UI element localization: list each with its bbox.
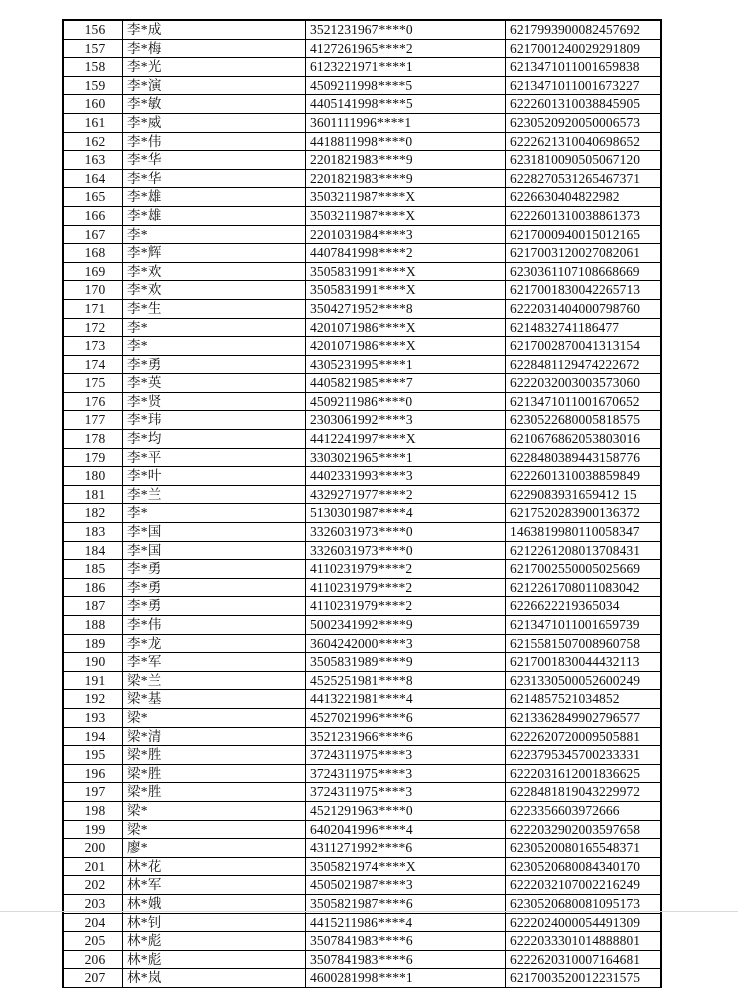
- cell-bank-card-number: 6217003120027082061: [506, 244, 661, 263]
- cell-sequence-number: 157: [64, 39, 123, 58]
- cell-bank-card-number: 6226622219365034: [506, 597, 661, 616]
- cell-name: 李*欢: [123, 262, 306, 281]
- table-row: [64, 541, 661, 560]
- cell-name: 梁*: [123, 801, 306, 820]
- cell-id-number: 3521231967****0: [306, 21, 506, 40]
- table-row: [64, 616, 661, 635]
- cell-id-number: 3503211987****X: [306, 206, 506, 225]
- cell-bank-card-number: 6228481819043229972: [506, 783, 661, 802]
- cell-bank-card-number: 6222031612001836625: [506, 764, 661, 783]
- cell-bank-card-number: 6222031404000798760: [506, 299, 661, 318]
- roster-table: [63, 20, 661, 988]
- cell-name: 李*敏: [123, 95, 306, 114]
- cell-id-number: 4311271992****6: [306, 839, 506, 858]
- cell-sequence-number: 168: [64, 244, 123, 263]
- table-row: [64, 950, 661, 969]
- table-row: [64, 281, 661, 300]
- cell-name: 李*龙: [123, 634, 306, 653]
- cell-sequence-number: 181: [64, 485, 123, 504]
- cell-name: 李*欢: [123, 281, 306, 300]
- table-row: [64, 430, 661, 449]
- cell-sequence-number: 203: [64, 894, 123, 913]
- cell-id-number: 4525251981****8: [306, 671, 506, 690]
- cell-id-number: 3326031973****0: [306, 541, 506, 560]
- cell-id-number: 4413221981****4: [306, 690, 506, 709]
- cell-name: 李*生: [123, 299, 306, 318]
- cell-name: 李*: [123, 225, 306, 244]
- cell-name: 李*国: [123, 541, 306, 560]
- cell-bank-card-number: 6222601310038861373: [506, 206, 661, 225]
- cell-id-number: 3303021965****1: [306, 448, 506, 467]
- cell-sequence-number: 193: [64, 708, 123, 727]
- cell-sequence-number: 169: [64, 262, 123, 281]
- table-row: [64, 727, 661, 746]
- table-row: [64, 355, 661, 374]
- cell-name: 梁*清: [123, 727, 306, 746]
- cell-id-number: 4201071986****X: [306, 337, 506, 356]
- cell-sequence-number: 164: [64, 169, 123, 188]
- table-row: [64, 820, 661, 839]
- cell-name: 李*均: [123, 430, 306, 449]
- table-row: [64, 857, 661, 876]
- cell-bank-card-number: 6213362849902796577: [506, 708, 661, 727]
- cell-id-number: 5130301987****4: [306, 504, 506, 523]
- cell-id-number: 4412241997****X: [306, 430, 506, 449]
- table-row: [64, 876, 661, 895]
- cell-bank-card-number: 6228270531265467371: [506, 169, 661, 188]
- cell-bank-card-number: 6222620310007164681: [506, 950, 661, 969]
- cell-name: 李*: [123, 337, 306, 356]
- cell-sequence-number: 182: [64, 504, 123, 523]
- cell-bank-card-number: 6231810090505067120: [506, 151, 661, 170]
- cell-sequence-number: 204: [64, 913, 123, 932]
- cell-bank-card-number: 6217001830044432113: [506, 653, 661, 672]
- roster-table-body: [64, 21, 661, 988]
- cell-id-number: 4407841998****2: [306, 244, 506, 263]
- cell-sequence-number: 190: [64, 653, 123, 672]
- table-row: [64, 746, 661, 765]
- cell-name: 李*辉: [123, 244, 306, 263]
- cell-id-number: 4509211998****5: [306, 76, 506, 95]
- cell-id-number: 2201821983****9: [306, 169, 506, 188]
- cell-name: 林*娥: [123, 894, 306, 913]
- cell-id-number: 4505021987****3: [306, 876, 506, 895]
- cell-id-number: 3724311975****3: [306, 764, 506, 783]
- cell-sequence-number: 177: [64, 411, 123, 430]
- table-row: [64, 801, 661, 820]
- cell-bank-card-number: 6230520080165548371: [506, 839, 661, 858]
- cell-id-number: 4600281998****1: [306, 969, 506, 988]
- cell-bank-card-number: 6217002870041313154: [506, 337, 661, 356]
- cell-sequence-number: 163: [64, 151, 123, 170]
- cell-id-number: 4110231979****2: [306, 560, 506, 579]
- cell-name: 李*伟: [123, 132, 306, 151]
- table-row: [64, 337, 661, 356]
- cell-bank-card-number: 6228480389443158776: [506, 448, 661, 467]
- cell-sequence-number: 172: [64, 318, 123, 337]
- cell-name: 林*钊: [123, 913, 306, 932]
- cell-name: 李*英: [123, 374, 306, 393]
- cell-id-number: 3505821987****6: [306, 894, 506, 913]
- cell-name: 李*光: [123, 58, 306, 77]
- table-row: [64, 318, 661, 337]
- table-row: [64, 188, 661, 207]
- cell-sequence-number: 196: [64, 764, 123, 783]
- cell-name: 廖*: [123, 839, 306, 858]
- cell-name: 李*兰: [123, 485, 306, 504]
- cell-sequence-number: 197: [64, 783, 123, 802]
- cell-bank-card-number: 6213471011001673227: [506, 76, 661, 95]
- table-row: [64, 690, 661, 709]
- cell-sequence-number: 192: [64, 690, 123, 709]
- table-row: [64, 151, 661, 170]
- cell-id-number: 3505821974****X: [306, 857, 506, 876]
- cell-id-number: 3507841983****6: [306, 932, 506, 951]
- table-row: [64, 764, 661, 783]
- cell-id-number: 3507841983****6: [306, 950, 506, 969]
- cell-bank-card-number: 6217003520012231575: [506, 969, 661, 988]
- table-row: [64, 913, 661, 932]
- cell-id-number: 3505831991****X: [306, 281, 506, 300]
- cell-name: 李*国: [123, 523, 306, 542]
- cell-id-number: 2303061992****3: [306, 411, 506, 430]
- cell-name: 李*贤: [123, 392, 306, 411]
- table-row: [64, 132, 661, 151]
- cell-bank-card-number: 6217000940015012165: [506, 225, 661, 244]
- cell-name: 梁*: [123, 820, 306, 839]
- cell-bank-card-number: 6230520680084340170: [506, 857, 661, 876]
- cell-bank-card-number: 6222024000054491309: [506, 913, 661, 932]
- cell-bank-card-number: 6222601310038859849: [506, 467, 661, 486]
- cell-id-number: 3724311975****3: [306, 783, 506, 802]
- table-row: [64, 783, 661, 802]
- cell-sequence-number: 207: [64, 969, 123, 988]
- cell-sequence-number: 185: [64, 560, 123, 579]
- table-row: [64, 411, 661, 430]
- cell-name: 梁*胜: [123, 783, 306, 802]
- cell-bank-card-number: 6217001830042265713: [506, 281, 661, 300]
- cell-bank-card-number: 6217520283900136372: [506, 504, 661, 523]
- table-row: [64, 76, 661, 95]
- table-row: [64, 262, 661, 281]
- cell-id-number: 4305231995****1: [306, 355, 506, 374]
- cell-id-number: 4405141998****5: [306, 95, 506, 114]
- cell-sequence-number: 171: [64, 299, 123, 318]
- cell-name: 李*: [123, 504, 306, 523]
- table-row: [64, 374, 661, 393]
- cell-sequence-number: 174: [64, 355, 123, 374]
- cell-name: 李*威: [123, 113, 306, 132]
- cell-bank-card-number: 6231330500052600249: [506, 671, 661, 690]
- cell-sequence-number: 201: [64, 857, 123, 876]
- cell-sequence-number: 173: [64, 337, 123, 356]
- cell-sequence-number: 189: [64, 634, 123, 653]
- cell-bank-card-number: 6214832741186477: [506, 318, 661, 337]
- cell-name: 李*: [123, 318, 306, 337]
- cell-sequence-number: 198: [64, 801, 123, 820]
- table-row: [64, 21, 661, 40]
- cell-bank-card-number: 6222601310038845905: [506, 95, 661, 114]
- cell-name: 梁*基: [123, 690, 306, 709]
- table-row: [64, 504, 661, 523]
- cell-bank-card-number: 6210676862053803016: [506, 430, 661, 449]
- cell-id-number: 4402331993****3: [306, 467, 506, 486]
- cell-sequence-number: 180: [64, 467, 123, 486]
- table-row: [64, 113, 661, 132]
- cell-name: 李*勇: [123, 355, 306, 374]
- cell-id-number: 6402041996****4: [306, 820, 506, 839]
- cell-sequence-number: 188: [64, 616, 123, 635]
- cell-id-number: 4527021996****6: [306, 708, 506, 727]
- cell-bank-card-number: 6222032107002216249: [506, 876, 661, 895]
- cell-sequence-number: 194: [64, 727, 123, 746]
- table-row: [64, 95, 661, 114]
- table-row: [64, 485, 661, 504]
- cell-name: 林*花: [123, 857, 306, 876]
- roster-table-container: [63, 20, 660, 988]
- cell-bank-card-number: 6230520920050006573: [506, 113, 661, 132]
- cell-name: 林*彪: [123, 932, 306, 951]
- cell-sequence-number: 161: [64, 113, 123, 132]
- cell-name: 李*军: [123, 653, 306, 672]
- cell-sequence-number: 170: [64, 281, 123, 300]
- cell-id-number: 3326031973****0: [306, 523, 506, 542]
- cell-sequence-number: 178: [64, 430, 123, 449]
- cell-id-number: 3503211987****X: [306, 188, 506, 207]
- cell-sequence-number: 195: [64, 746, 123, 765]
- cell-name: 李*演: [123, 76, 306, 95]
- cell-id-number: 2201031984****3: [306, 225, 506, 244]
- cell-bank-card-number: 6222621310040698652: [506, 132, 661, 151]
- cell-bank-card-number: 6222032003003573060: [506, 374, 661, 393]
- cell-bank-card-number: 6222032902003597658: [506, 820, 661, 839]
- cell-id-number: 4415211986****4: [306, 913, 506, 932]
- cell-id-number: 3724311975****3: [306, 746, 506, 765]
- cell-name: 李*华: [123, 151, 306, 170]
- cell-name: 李*勇: [123, 560, 306, 579]
- table-row: [64, 244, 661, 263]
- cell-sequence-number: 200: [64, 839, 123, 858]
- cell-name: 梁*兰: [123, 671, 306, 690]
- cell-sequence-number: 176: [64, 392, 123, 411]
- cell-bank-card-number: 6217001240029291809: [506, 39, 661, 58]
- cell-sequence-number: 156: [64, 21, 123, 40]
- cell-name: 梁*胜: [123, 746, 306, 765]
- cell-bank-card-number: 6229083931659412 15: [506, 485, 661, 504]
- cell-bank-card-number: 6230361107108668669: [506, 262, 661, 281]
- table-row: [64, 969, 661, 988]
- cell-id-number: 4127261965****2: [306, 39, 506, 58]
- table-row: [64, 467, 661, 486]
- cell-name: 李*雄: [123, 206, 306, 225]
- cell-sequence-number: 191: [64, 671, 123, 690]
- cell-id-number: 3504271952****8: [306, 299, 506, 318]
- table-row: [64, 597, 661, 616]
- cell-id-number: 4405821985****7: [306, 374, 506, 393]
- cell-name: 林*岚: [123, 969, 306, 988]
- table-row: [64, 169, 661, 188]
- table-row: [64, 225, 661, 244]
- cell-name: 李*梅: [123, 39, 306, 58]
- cell-bank-card-number: 6212261708011083042: [506, 578, 661, 597]
- cell-name: 梁*胜: [123, 764, 306, 783]
- table-row: [64, 39, 661, 58]
- cell-bank-card-number: 6215581507008960758: [506, 634, 661, 653]
- cell-sequence-number: 202: [64, 876, 123, 895]
- cell-id-number: 3505831991****X: [306, 262, 506, 281]
- table-row: [64, 578, 661, 597]
- cell-id-number: 4110231979****2: [306, 578, 506, 597]
- cell-bank-card-number: 6213471011001670652: [506, 392, 661, 411]
- cell-name: 李*华: [123, 169, 306, 188]
- cell-name: 李*雄: [123, 188, 306, 207]
- cell-name: 李*伟: [123, 616, 306, 635]
- cell-id-number: 6123221971****1: [306, 58, 506, 77]
- cell-name: 林*彪: [123, 950, 306, 969]
- cell-name: 李*勇: [123, 597, 306, 616]
- cell-bank-card-number: 6230522680005818575: [506, 411, 661, 430]
- table-row: [64, 932, 661, 951]
- table-row: [64, 206, 661, 225]
- cell-sequence-number: 205: [64, 932, 123, 951]
- cell-bank-card-number: 6212261208013708431: [506, 541, 661, 560]
- cell-name: 李*成: [123, 21, 306, 40]
- cell-name: 梁*: [123, 708, 306, 727]
- cell-sequence-number: 187: [64, 597, 123, 616]
- table-row: [64, 560, 661, 579]
- cell-sequence-number: 183: [64, 523, 123, 542]
- cell-sequence-number: 186: [64, 578, 123, 597]
- cell-id-number: 5002341992****9: [306, 616, 506, 635]
- cell-sequence-number: 158: [64, 58, 123, 77]
- cell-bank-card-number: 6230520680081095173: [506, 894, 661, 913]
- cell-bank-card-number: 6222620720009505881: [506, 727, 661, 746]
- table-row: [64, 708, 661, 727]
- cell-id-number: 4329271977****2: [306, 485, 506, 504]
- cell-id-number: 4509211986****0: [306, 392, 506, 411]
- cell-bank-card-number: 6226630404822982: [506, 188, 661, 207]
- cell-id-number: 4201071986****X: [306, 318, 506, 337]
- cell-id-number: 3505831989****9: [306, 653, 506, 672]
- cell-name: 李*玮: [123, 411, 306, 430]
- cell-bank-card-number: 1463819980110058347: [506, 523, 661, 542]
- table-row: [64, 839, 661, 858]
- cell-name: 李*勇: [123, 578, 306, 597]
- cell-sequence-number: 162: [64, 132, 123, 151]
- cell-bank-card-number: 6217993900082457692: [506, 21, 661, 40]
- table-row: [64, 523, 661, 542]
- cell-id-number: 2201821983****9: [306, 151, 506, 170]
- cell-id-number: 4110231979****2: [306, 597, 506, 616]
- cell-id-number: 4418811998****0: [306, 132, 506, 151]
- cell-id-number: 3604242000****3: [306, 634, 506, 653]
- table-row: [64, 448, 661, 467]
- cell-sequence-number: 184: [64, 541, 123, 560]
- cell-bank-card-number: 6228481129474222672: [506, 355, 661, 374]
- table-row: [64, 299, 661, 318]
- cell-id-number: 3521231966****6: [306, 727, 506, 746]
- cell-sequence-number: 167: [64, 225, 123, 244]
- cell-bank-card-number: 6214857521034852: [506, 690, 661, 709]
- cell-id-number: 3601111996****1: [306, 113, 506, 132]
- table-row: [64, 58, 661, 77]
- cell-name: 李*平: [123, 448, 306, 467]
- cell-bank-card-number: 6213471011001659838: [506, 58, 661, 77]
- cell-sequence-number: 206: [64, 950, 123, 969]
- cell-sequence-number: 159: [64, 76, 123, 95]
- cell-sequence-number: 160: [64, 95, 123, 114]
- cell-sequence-number: 165: [64, 188, 123, 207]
- table-row: [64, 671, 661, 690]
- table-row: [64, 634, 661, 653]
- cell-bank-card-number: 6223356603972666: [506, 801, 661, 820]
- cell-name: 林*军: [123, 876, 306, 895]
- cell-name: 李*叶: [123, 467, 306, 486]
- table-row: [64, 392, 661, 411]
- cell-sequence-number: 199: [64, 820, 123, 839]
- cell-sequence-number: 175: [64, 374, 123, 393]
- cell-bank-card-number: 6213471011001659739: [506, 616, 661, 635]
- cell-sequence-number: 179: [64, 448, 123, 467]
- table-row: [64, 653, 661, 672]
- cell-bank-card-number: 6217002550005025669: [506, 560, 661, 579]
- cell-bank-card-number: 6222033301014888801: [506, 932, 661, 951]
- cell-bank-card-number: 6223795345700233331: [506, 746, 661, 765]
- page-bottom-separator: [0, 911, 738, 912]
- cell-sequence-number: 166: [64, 206, 123, 225]
- cell-id-number: 4521291963****0: [306, 801, 506, 820]
